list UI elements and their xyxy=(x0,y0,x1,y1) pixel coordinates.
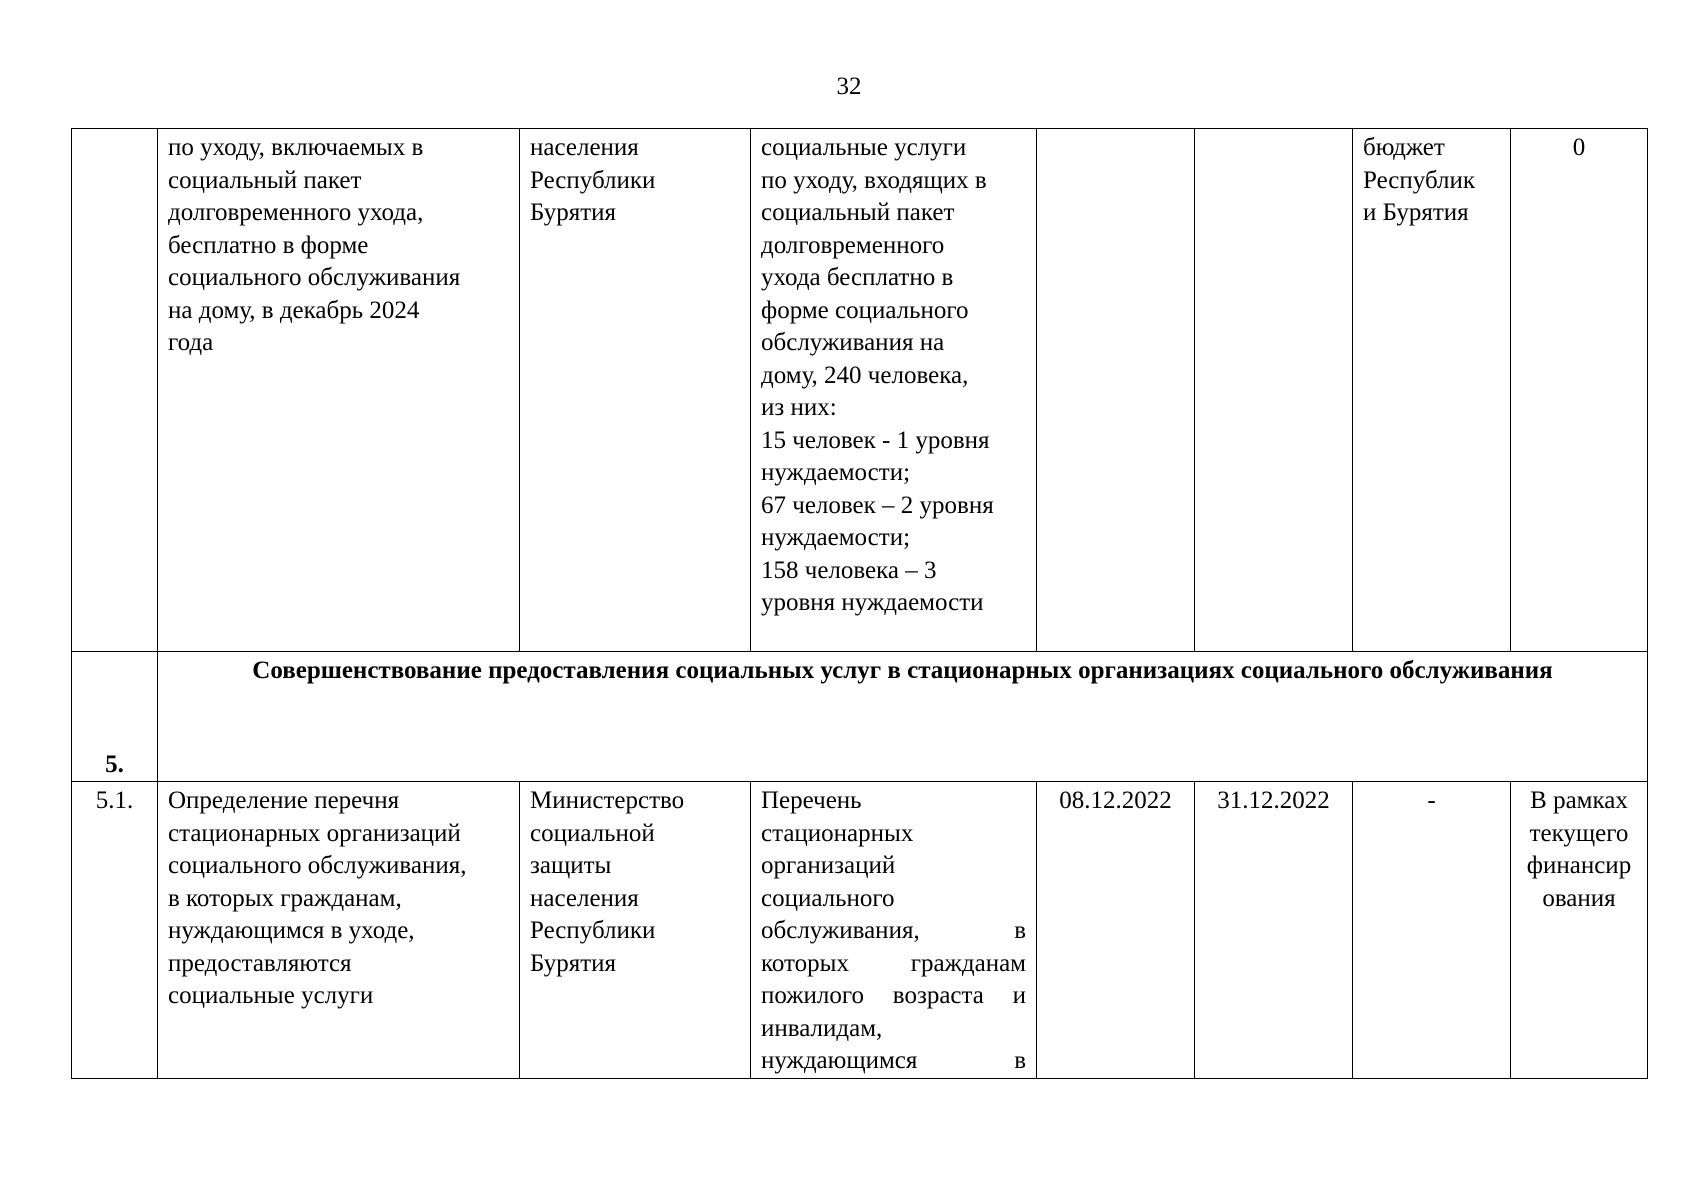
cell-activity xyxy=(158,782,520,1079)
funding-source-line: и Бурятия xyxy=(1363,199,1469,226)
funding-source-line: Республик xyxy=(1363,166,1476,194)
cell-activity xyxy=(158,129,520,652)
table-row-5-1 xyxy=(72,782,1648,1079)
cell-amount xyxy=(1511,782,1648,1079)
amount-line: финансир xyxy=(1526,852,1632,879)
amount-line: В рамках xyxy=(1530,787,1628,814)
activity-plan-table xyxy=(71,128,1648,1079)
result-line: организаций xyxy=(761,852,896,879)
result-line: 15 человек - 1 уровня xyxy=(761,426,990,454)
amount-line: текущего xyxy=(1529,819,1629,847)
result-line: социальный пакет xyxy=(761,199,955,226)
result-line: Перечень xyxy=(761,787,862,814)
responsible-line: социальной xyxy=(530,819,655,847)
section-number: 5. xyxy=(72,652,158,782)
result-line: стационарных xyxy=(761,819,914,847)
activity-line: долговременного ухода, xyxy=(168,199,424,226)
activity-line: в которых гражданам, xyxy=(168,884,402,912)
result-line: из них: xyxy=(761,394,837,421)
cell-end-date: 31.12.2022 xyxy=(1195,782,1353,1079)
cell-amount: 0 xyxy=(1511,129,1648,652)
result-line: нуждаемости; xyxy=(761,459,911,486)
cell-result xyxy=(751,129,1037,652)
responsible-line: Бурятия xyxy=(530,949,617,977)
cell-number xyxy=(72,129,158,652)
section-row xyxy=(72,652,1648,782)
result-line: нуждаемости; xyxy=(761,524,911,551)
responsible-line: Республики xyxy=(530,917,656,944)
table-row-continuation xyxy=(72,129,1648,652)
activity-line: нуждающимся в уходе, xyxy=(168,917,415,944)
activity-line: на дому, в декабрь 2024 xyxy=(168,296,420,324)
responsible-line: Министерство xyxy=(530,787,685,814)
activity-line: предоставляются xyxy=(168,949,352,977)
result-line: уровня нуждаемости xyxy=(761,589,984,616)
cell-end-date xyxy=(1195,129,1353,652)
activity-line: бесплатно в форме xyxy=(168,231,369,259)
result-line: нуждающимся в xyxy=(761,1047,1026,1074)
result-line: инвалидам, xyxy=(761,1014,883,1042)
result-line: которых гражданам xyxy=(761,949,1026,977)
activity-line: года xyxy=(168,329,214,356)
activity-line: социальный пакет xyxy=(168,166,362,194)
result-line: социальные услуги xyxy=(761,134,967,161)
responsible-line: населения xyxy=(530,134,639,161)
activity-line: социального обслуживания, xyxy=(168,852,467,879)
result-line: долговременного xyxy=(761,231,945,259)
cell-number: 5.1. xyxy=(72,782,158,1079)
activity-line: Определение перечня xyxy=(168,787,400,814)
result-line: социального xyxy=(761,884,895,912)
result-line: 67 человек – 2 уровня xyxy=(761,491,994,519)
result-line: форме социального xyxy=(761,296,969,324)
cell-funding-source: - xyxy=(1353,782,1511,1079)
amount-line: ования xyxy=(1542,884,1616,912)
section-title: Совершенствование предоставления социальных услуг в стационарных организациях социального обслуживания xyxy=(158,652,1648,782)
result-line: по уходу, входящих в xyxy=(761,166,987,194)
result-line: 158 человека – 3 xyxy=(761,556,937,584)
cell-start-date: 08.12.2022 xyxy=(1037,782,1195,1079)
responsible-line: населения xyxy=(530,884,639,912)
page-number: 32 xyxy=(836,73,862,100)
activity-line: стационарных организаций xyxy=(168,819,461,847)
responsible-line: Бурятия xyxy=(530,199,617,226)
activity-line: по уходу, включаемых в xyxy=(168,134,424,161)
result-line: ухода бесплатно в xyxy=(761,264,954,291)
cell-result xyxy=(751,782,1037,1079)
cell-responsible xyxy=(520,129,751,652)
cell-responsible xyxy=(520,782,751,1079)
result-line: пожилого возраста и xyxy=(761,982,1026,1009)
result-line: обслуживания на xyxy=(761,329,945,356)
funding-source-line: бюджет xyxy=(1363,134,1445,161)
responsible-line: защиты xyxy=(530,852,612,879)
cell-start-date xyxy=(1037,129,1195,652)
activity-line: социальные услуги xyxy=(168,982,374,1009)
responsible-line: Республики xyxy=(530,166,656,194)
result-line: дому, 240 человека, xyxy=(761,361,969,389)
result-line: обслуживания, в xyxy=(761,917,1026,944)
cell-funding-source xyxy=(1353,129,1511,652)
activity-line: социального обслуживания xyxy=(168,264,461,291)
